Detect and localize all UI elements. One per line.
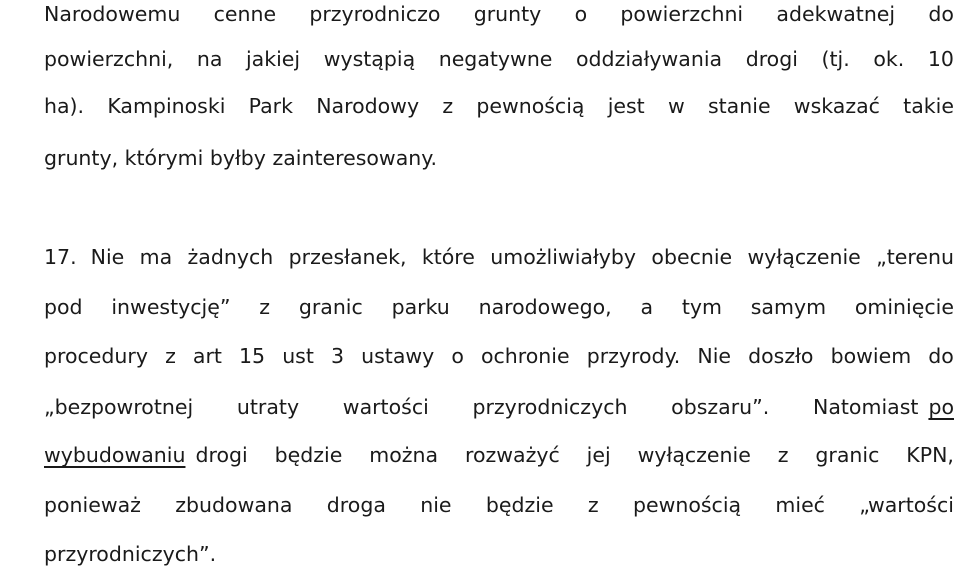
word: 10 [927, 47, 954, 71]
word: Natomiast [813, 395, 919, 419]
word: z [777, 443, 789, 467]
word: nie [420, 493, 452, 517]
underlined-po: po [928, 395, 954, 419]
paragraph-2-line-3 [44, 342, 954, 370]
word: granic [298, 295, 363, 319]
paragraph-1-line-4: grunty, którymi byłby zainteresowany. [44, 146, 437, 170]
word: ok. [873, 47, 905, 71]
word: negatywne [438, 47, 553, 71]
word: ustawy [361, 344, 435, 368]
word: przyrodniczo [309, 2, 441, 26]
word: do [928, 2, 954, 26]
paragraph-2-line-7: przyrodniczych”. [44, 542, 217, 566]
word: art [192, 344, 222, 368]
word: o [451, 344, 464, 368]
word: Narodowemu [44, 2, 181, 26]
word: wskazać [793, 94, 880, 118]
paragraph-2-line-6 [44, 491, 954, 519]
word: oddziaływania [576, 47, 723, 71]
word: granic [815, 443, 880, 467]
word: będzie [274, 443, 343, 467]
paragraph-1-line-1 [44, 0, 954, 28]
paragraph-2-line-5 [44, 441, 954, 469]
word: grunty [473, 2, 542, 26]
word: a [640, 295, 654, 319]
word: ma [139, 245, 173, 269]
word: rozważyć [464, 443, 560, 467]
word: można [369, 443, 439, 467]
word: pewnością [476, 94, 585, 118]
paragraph-2-line-2 [44, 293, 954, 321]
word: na [196, 47, 223, 71]
word: „wartości [859, 493, 954, 517]
word: ominięcie [854, 295, 954, 319]
word: stanie [707, 94, 771, 118]
word: ochronie [480, 344, 570, 368]
word: doszło [748, 344, 814, 368]
paragraph-2-line-4-text [44, 393, 918, 421]
word: mieć [775, 493, 825, 517]
word: utraty [236, 395, 300, 419]
paragraph-2-line-1-text [91, 243, 954, 271]
word: wyłączenie [747, 245, 861, 269]
word: zbudowana [175, 493, 293, 517]
word: droga [326, 493, 386, 517]
word: drogi [745, 47, 798, 71]
word: jej [586, 443, 611, 467]
word: cenne [213, 2, 277, 26]
word: obecnie [651, 245, 733, 269]
word: (tj. [821, 47, 850, 71]
word: obszaru”. [671, 395, 770, 419]
word: parku [391, 295, 450, 319]
word: drogi [195, 443, 248, 467]
word: o [574, 2, 588, 26]
word: Kampinoski [107, 94, 226, 118]
word: takie [903, 94, 954, 118]
word: przyrody. [586, 344, 681, 368]
word: ust [282, 344, 314, 368]
word: z [587, 493, 599, 517]
word: powierzchni, [44, 47, 174, 71]
word: z [442, 94, 454, 118]
word: KPN, [906, 443, 954, 467]
word: przesłanek, [288, 245, 407, 269]
word: tym [681, 295, 722, 319]
word: Park [248, 94, 293, 118]
word: z [259, 295, 271, 319]
word: przyrodniczych [472, 395, 628, 419]
word: 15 [239, 344, 266, 368]
word: pewnością [632, 493, 742, 517]
word: umożliwiałyby [490, 245, 637, 269]
word: samym [750, 295, 827, 319]
word: ponieważ [44, 493, 141, 517]
word: „terenu [876, 245, 954, 269]
word: „bezpowrotnej [44, 395, 194, 419]
word: Nie [90, 245, 125, 269]
underlined-wybudowaniu: wybudowaniu [44, 443, 186, 467]
word: procedury [44, 344, 148, 368]
word: jakiej [245, 47, 301, 71]
word: Narodowy [316, 94, 420, 118]
word: do [928, 344, 954, 368]
word: w [667, 94, 685, 118]
word: Nie [697, 344, 732, 368]
word: adekwatnej [776, 2, 896, 26]
word: bowiem [830, 344, 912, 368]
word: będzie [485, 493, 554, 517]
paragraph-1-line-3 [44, 92, 954, 120]
word: z [165, 344, 176, 368]
word: jest [607, 94, 645, 118]
word: wyłączenie [637, 443, 751, 467]
paragraph-1-line-2 [44, 45, 954, 73]
word: 3 [330, 344, 345, 368]
word: wystąpią [323, 47, 416, 71]
paragraph-2-line-4 [44, 393, 954, 421]
word: inwestycję” [111, 295, 231, 319]
word: żadnych [187, 245, 274, 269]
word: narodowego, [478, 295, 612, 319]
paragraph-2-line-1 [44, 243, 954, 271]
word: ha). [44, 94, 85, 118]
paragraph-2-line-5-text [195, 441, 954, 469]
paragraph-number: 17. [44, 245, 77, 269]
word: pod [44, 295, 83, 319]
word: powierzchni [620, 2, 744, 26]
word: wartości [342, 395, 429, 419]
word: które [421, 245, 475, 269]
